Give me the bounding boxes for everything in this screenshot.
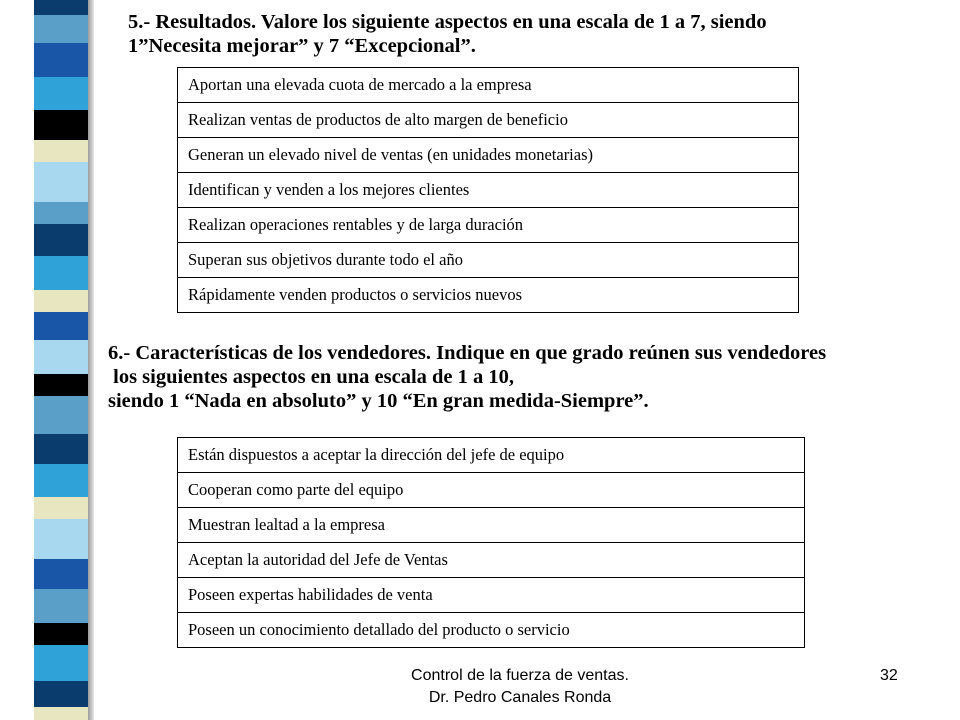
table-row [178,508,805,543]
stripe-segment [34,224,88,256]
table-cell: Muestran lealtad a la empresa [178,508,805,543]
stripe-segment [34,312,88,340]
stripe-segment [34,434,88,464]
section-5-heading [128,10,767,58]
stripe-segment [34,374,88,396]
stripe-segment [34,77,88,110]
section-6-heading [108,341,826,413]
stripe-segment [34,681,88,707]
stripe-segment [34,110,88,140]
table-row [178,173,799,208]
table-row [178,208,799,243]
stripe-segment [34,140,88,162]
stripe-segment [34,623,88,645]
stripe-segment [34,707,88,720]
section-5-heading-line-1: 5.- Resultados. Valore los siguiente aspectos en una escala de 1 a 7, siendo [128,11,767,33]
table-row [178,103,799,138]
table-cell: Aportan una elevada cuota de mercado a la empresa [178,68,799,103]
stripe-segment [34,464,88,497]
stripe-segment [34,202,88,224]
section-5-table [177,67,799,313]
table-cell: Generan un elevado nivel de ventas (en unidades monetarias) [178,138,799,173]
table-cell: Poseen un conocimiento detallado del producto o servicio [178,613,805,648]
stripe-segment [34,519,88,559]
stripe-segment [34,497,88,519]
stripe-bar-shadow [88,0,94,720]
section-6-heading-line-2: los siguientes aspectos en una escala de 1 a 10, [108,366,515,388]
table-cell: Superan sus objetivos durante todo el año [178,243,799,278]
table-row [178,68,799,103]
stripe-segment [34,589,88,623]
table-cell: Realizan ventas de productos de alto margen de beneficio [178,103,799,138]
table-row [178,473,805,508]
table-row [178,138,799,173]
footer-line-2: Dr. Pedro Canales Ronda [428,689,612,706]
stripe-segment [34,396,88,434]
table-row [178,578,805,613]
section-6-heading-line-3: siendo 1 “Nada en absoluto” y 10 “En gran medida-Siempre”. [108,390,649,412]
stripe-segment [34,43,88,77]
stripe-segment [34,256,88,290]
stripe-segment [34,15,88,43]
table-cell: Aceptan la autoridad del Jefe de Ventas [178,543,805,578]
stripe-segment [34,645,88,681]
stripe-segment [34,0,88,15]
table-row [178,278,799,313]
table-row [178,438,805,473]
stripe-segment [34,290,88,312]
table-row [178,613,805,648]
table-row [178,243,799,278]
section-5-heading-line-2: 1”Necesita mejorar” y 7 “Excepcional”. [128,35,476,57]
footer-line-1: Control de la fuerza de ventas. [411,667,629,684]
page-number: 32 [880,667,898,684]
table-cell: Rápidamente venden productos o servicios nuevos [178,278,799,313]
table-cell: Identifican y venden a los mejores clientes [178,173,799,208]
table-cell: Poseen expertas habilidades de venta [178,578,805,613]
stripe-segment [34,559,88,589]
table-row [178,543,805,578]
table-cell: Cooperan como parte del equipo [178,473,805,508]
stripe-segment [34,340,88,374]
footer-caption [360,665,680,709]
table-cell: Están dispuestos a aceptar la dirección del jefe de equipo [178,438,805,473]
table-cell: Realizan operaciones rentables y de larga duración [178,208,799,243]
stripe-segment [34,162,88,202]
decorative-stripe-bar [34,0,88,720]
section-6-heading-line-1: 6.- Características de los vendedores. Indique en que grado reúnen sus vendedores [108,342,827,364]
section-6-table [177,437,805,648]
